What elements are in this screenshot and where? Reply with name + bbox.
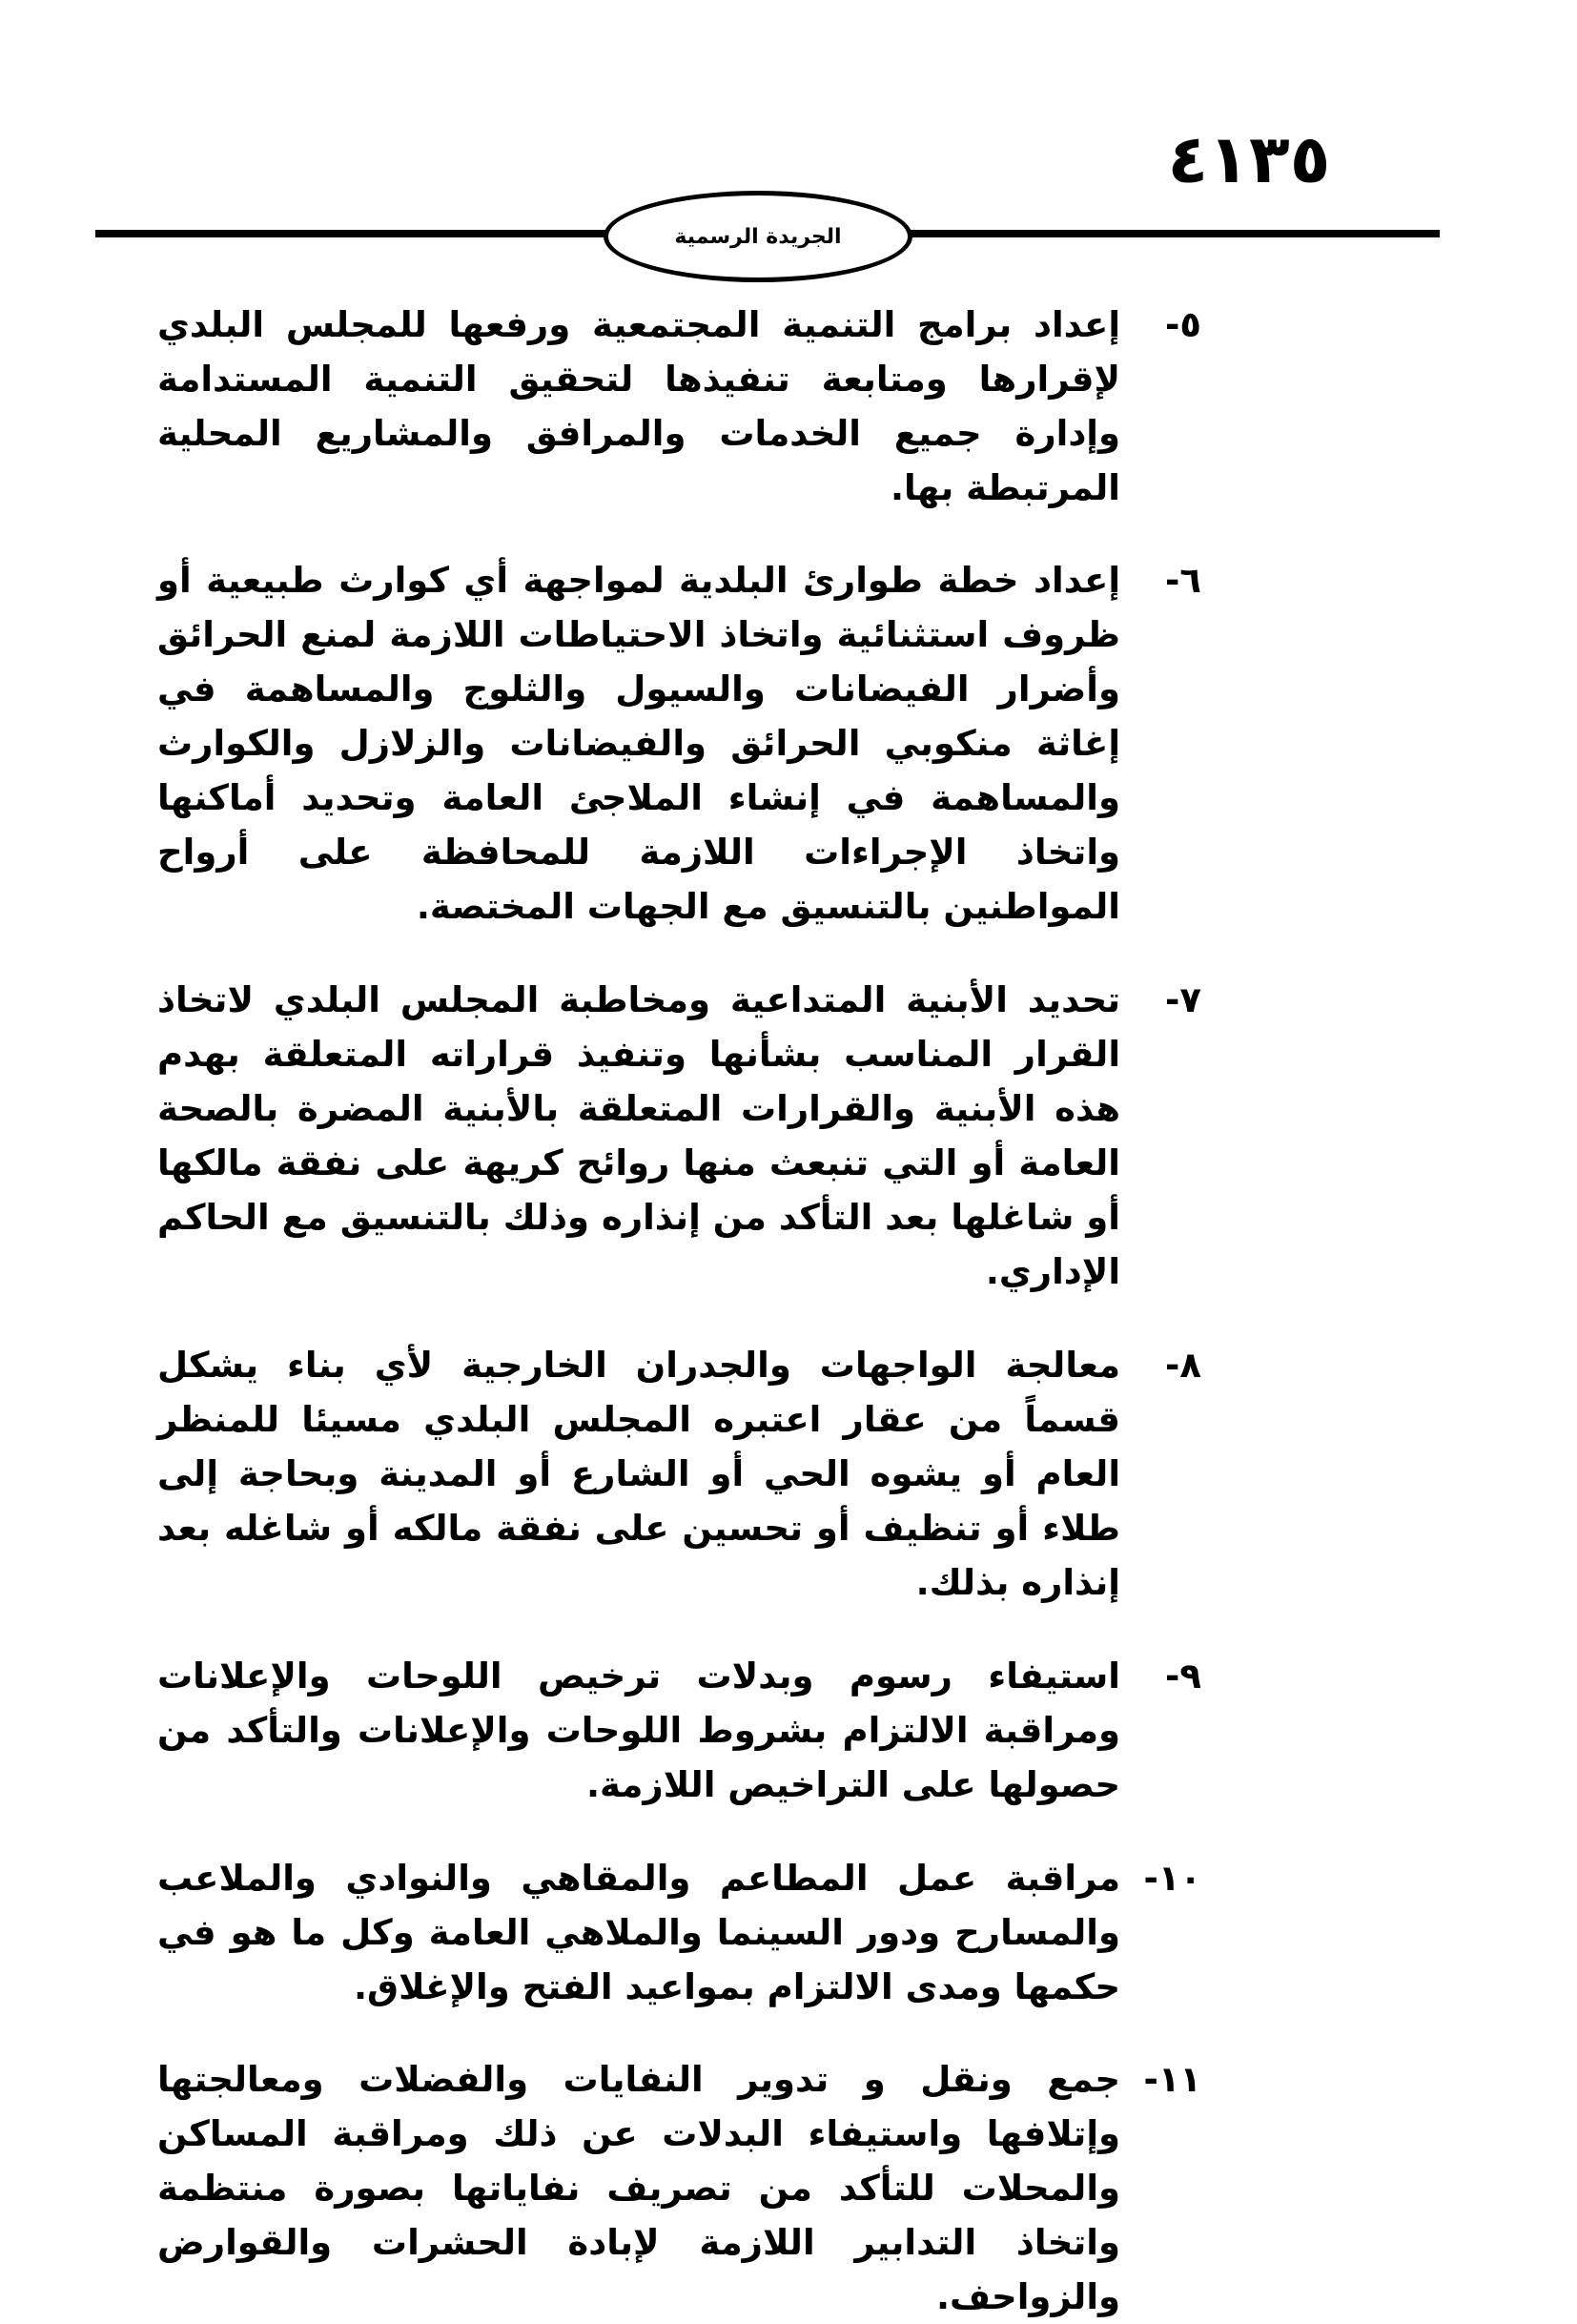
item-text: تحديد الأبنية المتداعية ومخاطبة المجلس البلدي لاتخاذ القرار المناسب بشأنها وتنفيذ قراراته المتعلقة بهدم هذه الأبنية والقرارات المتعلقة بالأبنية المضرة بالصحة العامة أو التي تنبعث منها روائح كريهة على نفقة مالكها أو شاغلها بعد التأكد من إنذاره وذلك بالتنسيق مع الحاكم الإداري. bbox=[157, 979, 1120, 1292]
list-item-5 bbox=[153, 298, 1201, 515]
list-item-8 bbox=[153, 1338, 1201, 1610]
item-text: معالجة الواجهات والجدران الخارجية لأي بناء يشكل قسماً من عقار اعتبره المجلس البلدي مسيئا للمنظر العام أو يشوه الحي أو الشارع أو المدينة وبحاجة إلى طلاء أو تنظيف أو تحسين على نفقة مالكه أو شاغله بعد إنذاره بذلك. bbox=[157, 1345, 1120, 1603]
header-oval bbox=[604, 191, 912, 282]
item-text: جمع ونقل و تدوير النفايات والفضلات ومعالجتها وإتلافها واستيفاء البدلات عن ذلك ومراقبة المساكن والمحلات للتأكد من تصريف نفاياتها بصورة منتظمة واتخاذ التدابير اللازمة لإبادة الحشرات والقوارض والزواحف. bbox=[157, 2059, 1120, 2317]
publication-name: الجريدة الرسمية bbox=[674, 224, 842, 249]
item-number: ١٠- bbox=[1143, 1858, 1201, 1899]
list-item-9 bbox=[153, 1649, 1201, 1812]
item-number: ٨- bbox=[1165, 1345, 1201, 1386]
list-item-6 bbox=[153, 553, 1201, 934]
item-number: ١١- bbox=[1143, 2059, 1201, 2100]
page-number: ٤١٣٥ bbox=[1167, 120, 1331, 198]
item-number: ٧- bbox=[1165, 979, 1201, 1020]
item-text: مراقبة عمل المطاعم والمقاهي والنوادي والملاعب والمسارح ودور السينما والملاهي العامة وكل ما هو في حكمها ومدى الالتزام بمواعيد الفتح والإغلاق. bbox=[157, 1858, 1120, 2007]
item-number: ٦- bbox=[1165, 560, 1201, 601]
article-items bbox=[153, 298, 1201, 2324]
list-item-7 bbox=[153, 973, 1201, 1299]
list-item-11 bbox=[153, 2052, 1201, 2324]
item-text: إعداد خطة طوارئ البلدية لمواجهة أي كوارث طبيعية أو ظروف استثنائية واتخاذ الاحتياطات اللازمة لمنع الحرائق وأضرار الفيضانات والسيول والثلوج والمساهمة في إغاثة منكوبي الحرائق والفيضانات والزلازل والكوارث والمساهمة في إنشاء الملاجئ العامة وتحديد أماكنها واتخاذ الإجراءات اللازمة للمحافظة على أرواح المواطنين بالتنسيق مع الجهات المختصة. bbox=[157, 560, 1120, 927]
item-number: ٩- bbox=[1165, 1656, 1201, 1697]
item-number: ٥- bbox=[1165, 304, 1201, 345]
item-text: استيفاء رسوم وبدلات ترخيص اللوحات والإعلانات ومراقبة الالتزام بشروط اللوحات والإعلانات والتأكد من حصولها على التراخيص اللازمة. bbox=[157, 1656, 1120, 1805]
list-item-10 bbox=[153, 1851, 1201, 2014]
item-text: إعداد برامج التنمية المجتمعية ورفعها للمجلس البلدي لإقرارها ومتابعة تنفيذها لتحقيق التنمية المستدامة وإدارة جميع الخدمات والمرافق والمشاريع المحلية المرتبطة بها. bbox=[157, 304, 1120, 508]
